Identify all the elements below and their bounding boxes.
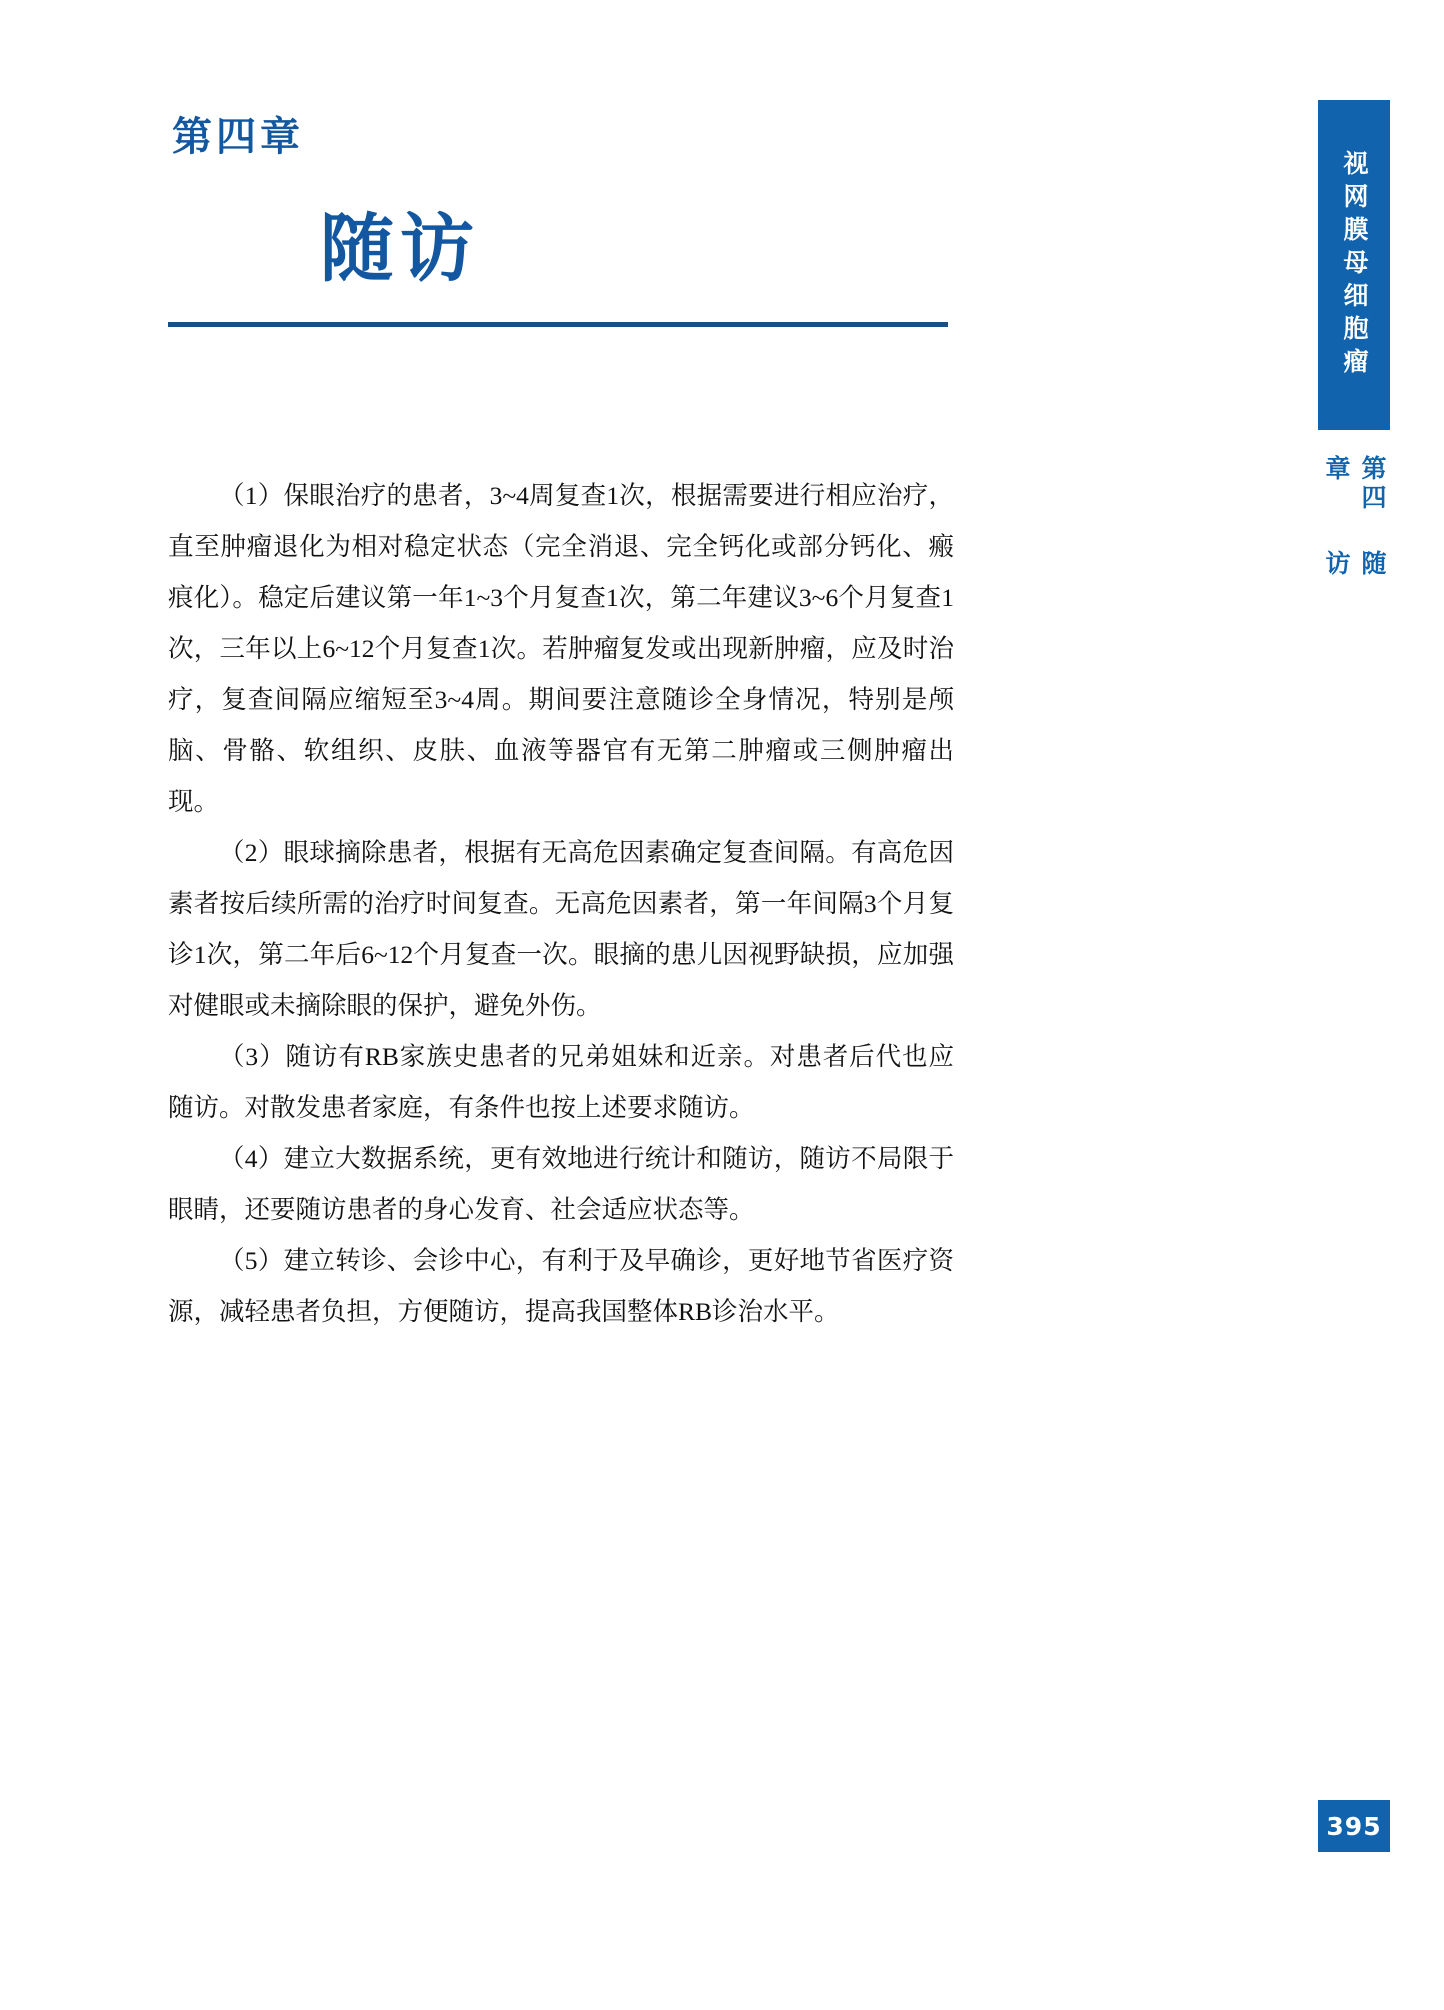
- side-tab-chapter: [1318, 455, 1390, 605]
- paragraph: （4）建立大数据系统，更有效地进行统计和随访，随访不局限于眼睛，还要随访患者的身心发育、社会适应状态等。: [168, 1144, 954, 1224]
- paragraph: （3）随访有RB家族史患者的兄弟姐妹和近亲。对患者后代也应随访。对散发患者家庭，有条件也按上述要求随访。: [168, 1042, 954, 1122]
- page-title: 随访: [320, 206, 480, 292]
- page-number: 395: [1318, 1800, 1390, 1852]
- paragraph: （1）保眼治疗的患者，3~4周复查1次，根据需要进行相应治疗，直至肿瘤退化为相对稳定状态（完全消退、完全钙化或部分钙化、瘢痕化）。稳定后建议第一年1~3个月复查1次，第二年建议3~6个月复查1次，三年以上6~12个月复查1次。若肿瘤复发或出现新肿瘤，应及时治疗，复查间隔应缩短至3~4周。期间要注意随诊全身情况，特别是颅脑、骨骼、软组织、皮肤、血液等器官有无第二肿瘤或三侧肿瘤出现。: [168, 481, 954, 816]
- side-tab-chapter-title: 随访: [1322, 550, 1387, 580]
- chapter-label: 第四章: [172, 114, 304, 160]
- side-tab-book-title: 视网膜母细胞瘤: [1318, 100, 1390, 430]
- body-content: [168, 470, 954, 1337]
- side-tab-chapter-number: 第四章: [1322, 455, 1387, 513]
- paragraph: （2）眼球摘除患者，根据有无高危因素确定复查间隔。有高危因素者按后续所需的治疗时间复查。无高危因素者，第一年间隔3个月复诊1次，第二年后6~12个月复查一次。眼摘的患儿因视野缺损，应加强对健眼或未摘除眼的保护，避免外伤。: [168, 838, 954, 1020]
- title-divider: [168, 322, 948, 327]
- paragraph: （5）建立转诊、会诊中心，有利于及早确诊，更好地节省医疗资源，减轻患者负担，方便随访，提高我国整体RB诊治水平。: [168, 1246, 954, 1326]
